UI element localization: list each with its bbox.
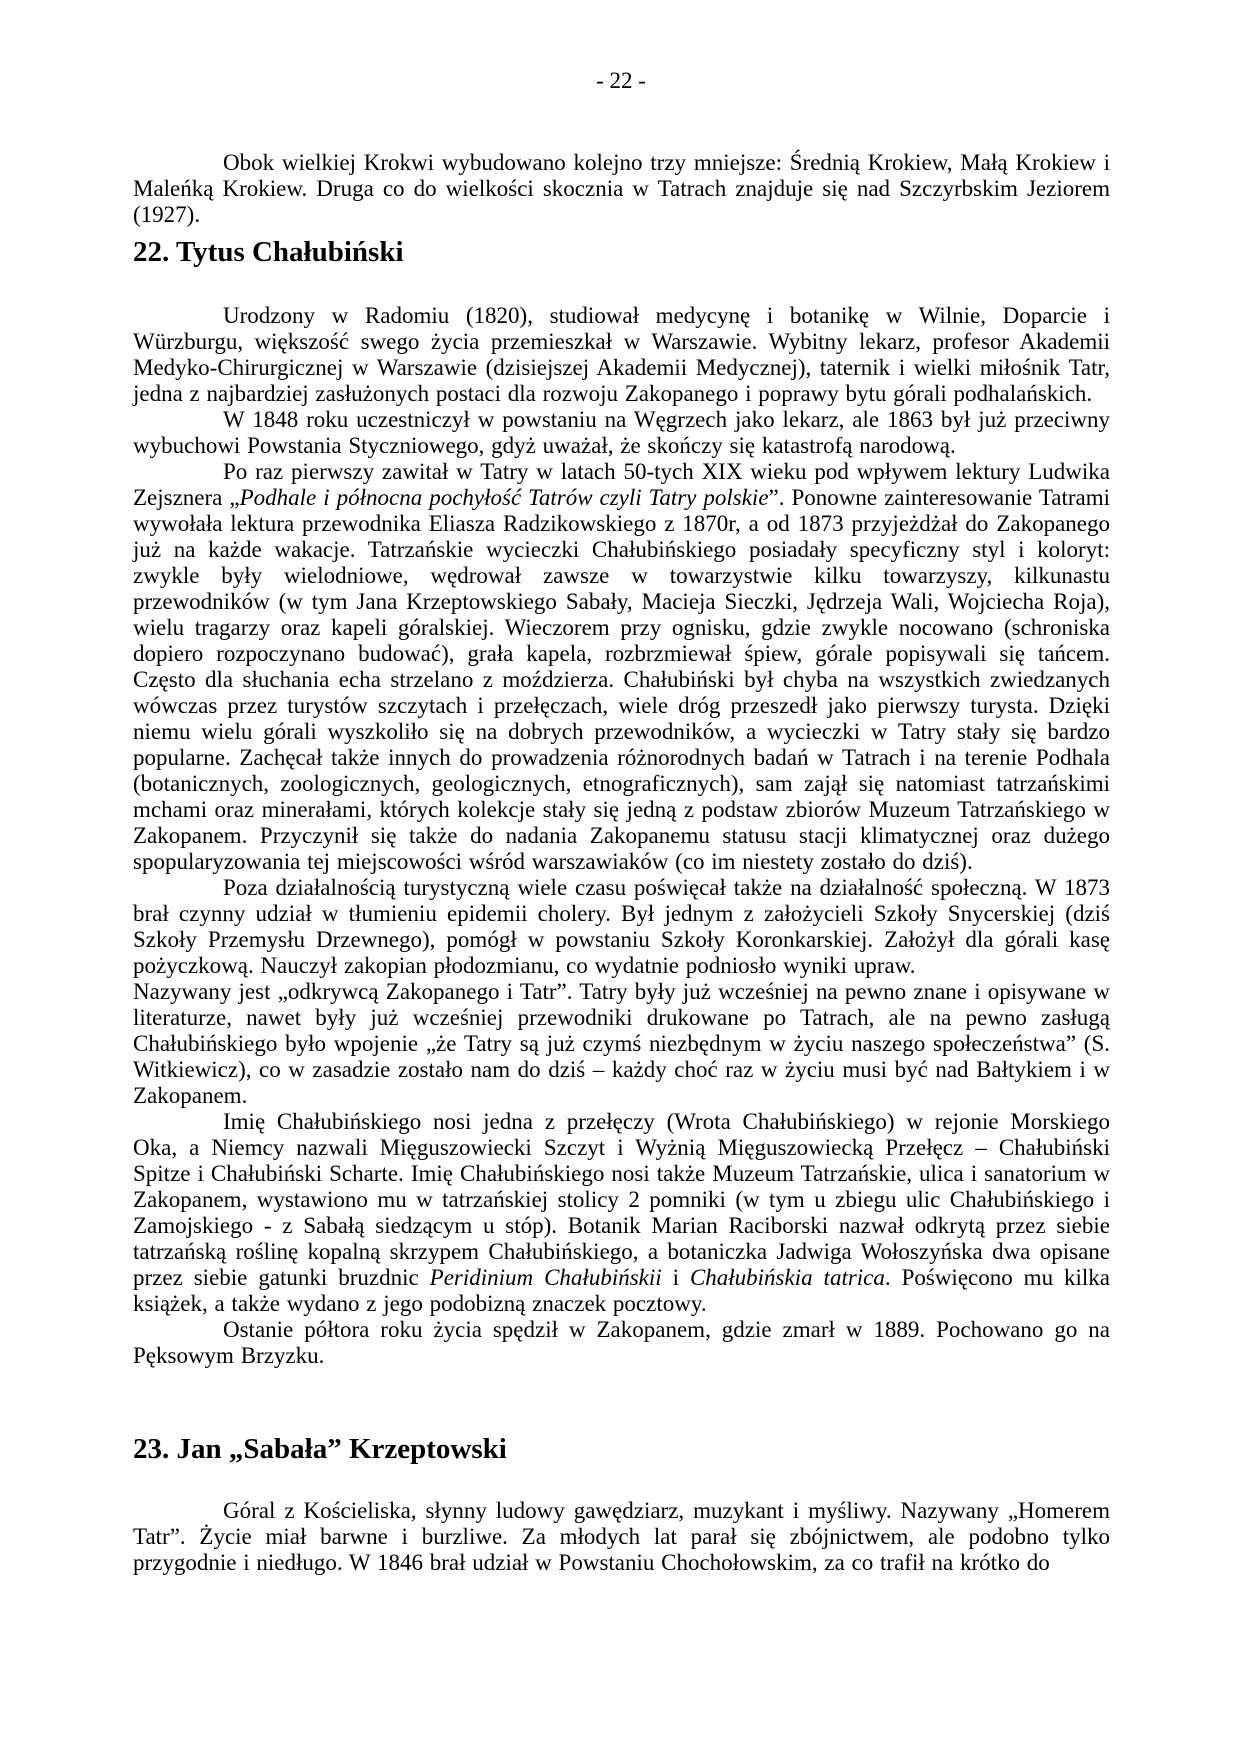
species-name-italic-2: Chałubińskia tatrica <box>689 1265 885 1290</box>
book-title-italic: Podhale i północna pochyłość Tatrów czyli Tatry polskie <box>239 485 769 510</box>
paragraph-first-tatra-visit <box>133 459 1110 875</box>
page-number: - 22 - <box>596 68 646 93</box>
species-name-italic-1: Peridinium Chałubińskii <box>429 1265 662 1290</box>
section-23-heading: 23. Jan „Sabała” Krzeptowski <box>133 1433 507 1465</box>
text-run: Po raz pierwszy zawitał w Tatry w latach 50-tych XIX wieku pod wpływem lektury Ludwika Zejsznera „ <box>133 459 1110 510</box>
paragraph-social-activity: Poza działalnością turystyczną wiele czasu poświęcał także na działalność społeczną. W 1873 brał czynny udział w tłumieniu epidemii cholery. Był jednym z założycieli Szkoły Snycerskiej (dziś Szkoły Przemysłu Drzewnego), pomógł w powstaniu Szkoły Koronkarskiej. Założył dla górali kasę pożyczkową. Nauczył zakopian płodozmianu, co wydatnie podniosło wyniki upraw. <box>133 875 1110 978</box>
paragraph-commemoration <box>133 1109 1110 1317</box>
paragraph-death: Ostanie półtora roku życia spędził w Zakopanem, gdzie zmarł w 1889. Pochowano go na Pęksowym Brzyzku. <box>133 1317 1110 1368</box>
paragraph-discoverer: Nazywany jest „odkrywcą Zakopanego i Tatr”. Tatry były już wcześniej na pewno znane i opisywane w literaturze, nawet były już wcześniej przewodniki drukowane po Tatrach, ale na pewno zasługą Chałubińskiego było wpojenie „że Tatry są już czymś niezbędnym w życiu naszego społeczeństwa” (S. Witkiewicz), co w zasadzie zostało nam do dziś – każdy choć raz w życiu musi być nad Bałtykiem i w Zakopanem. <box>133 979 1110 1108</box>
text-run: ”. Ponowne zainteresowanie Tatrami wywołała lektura przewodnika Eliasza Radzikowskiego z 1870r, a od 1873 przyjeżdżał do Zakopanego już na każde wakacje. Tatrzańskie wycieczki Chałubińskiego posiadały specyficzny styl i koloryt: zwykle były wielodniowe, wędrował zawsze w towarzystwie kilku towarzyszy, kilkunastu przewodników (w tym Jana Krzeptowskiego Sabały, Macieja Sieczki, Jędrzeja Wali, Wojciecha Roja), wielu tragarzy oraz kapeli góralskiej. Wieczorem przy ognisku, gdzie zwykle nocowano (schroniska dopiero rozpoczynano budować), grała kapela, rozbrzmiewał śpiew, górale popisywali się tańcem. Często dla słuchania echa strzelano z moździerza. Chałubiński był chyba na wszystkich zwiedzanych wówczas przez turystów szczytach i przełęczach, wiele dróg przeszedł jako pierwszy turysta. Dzięki niemu wielu górali wyszkoliło się na dobrych przewodników, a wycieczki w Tatry stały się bardzo popularne. Zachęcał także innych do prowadzenia różnorodnych badań w Tatrach i na terenie Podhala (botanicznych, zoologicznych, geologicznych, etnograficznych), sam zajął się natomiast tatrzańskimi mchami oraz minerałami, których kolekcje stały się jedną z podstaw zbiorów Muzeum Tatrzańskiego w Zakopanem. Przyczynił się także do nadania Zakopanemu statusu stacji klimatycznej oraz dużego spopularyzowania tej miejscowości wśród warszawiaków (co im niestety zostało do dziś). <box>133 485 1111 874</box>
text-run: i <box>661 1265 690 1290</box>
paragraph-1848: W 1848 roku uczestniczył w powstaniu na Węgrzech jako lekarz, ale 1863 był już przeciwny wybuchowi Powstania Styczniowego, gdyż uważał, że skończy się katastrofą narodową. <box>133 407 1110 458</box>
paragraph-sabala-intro: Góral z Kościeliska, słynny ludowy gawędziarz, muzykant i myśliwy. Nazywany „Homerem Tatr”. Życie miał barwne i burzliwe. Za młodych lat parał się zbójnictwem, ale podobno tylko przygodnie i niedługo. W 1846 brał udział w Powstaniu Chochołowskim, za co trafił na krótko do <box>133 1498 1110 1575</box>
intro-paragraph: Obok wielkiej Krokwi wybudowano kolejno trzy mniejsze: Średnią Krokiew, Małą Krokiew i Maleńką Krokiew. Druga co do wielkości skocznia w Tatrach znajduje się nad Szczyrbskim Jeziorem (1927). <box>133 150 1110 227</box>
text-run: Imię Chałubińskiego nosi jedna z przełęczy (Wrota Chałubińskiego) w rejonie Morskiego Oka, a Niemcy nazwali Mięguszowiecki Szczyt i Wyżnią Mięguszowiecką Przełęcz – Chałubiński Spitze i Chałubiński Scharte. Imię Chałubińskiego nosi także Muzeum Tatrzańskie, ulica i sanatorium w Zakopanem, wystawiono mu w tatrzańskiej stolicy 2 pomniki (w tym u zbiegu ulic Chałubińskiego i Zamojskiego - z Sabałą siedzącym u stóp). Botanik Marian Raciborski nazwał odkrytą przez siebie tatrzańską roślinę kopalną skrzypem Chałubińskiego, a botaniczka Jadwiga Wołoszyńska dwa opisane przez siebie gatunki bruzdnic <box>133 1109 1110 1290</box>
section-22-heading: 22. Tytus Chałubiński <box>133 236 404 268</box>
paragraph-biography: Urodzony w Radomiu (1820), studiował medycynę i botanikę w Wilnie, Doparcie i Würzburgu, większość swego życia przemieszkał w Warszawie. Wybitny lekarz, profesor Akademii Medyko-Chirurgicznej w Warszawie (dzisiejszej Akademii Medycznej), taternik i wielki miłośnik Tatr, jedna z najbardziej zasłużonych postaci dla rozwoju Zakopanego i poprawy bytu górali podhalańskich. <box>133 303 1110 406</box>
text-run: . Poświęcono mu kilka książek, a także wydano z jego podobizną znaczek pocztowy. <box>133 1265 1111 1316</box>
page-content <box>133 150 1110 1576</box>
